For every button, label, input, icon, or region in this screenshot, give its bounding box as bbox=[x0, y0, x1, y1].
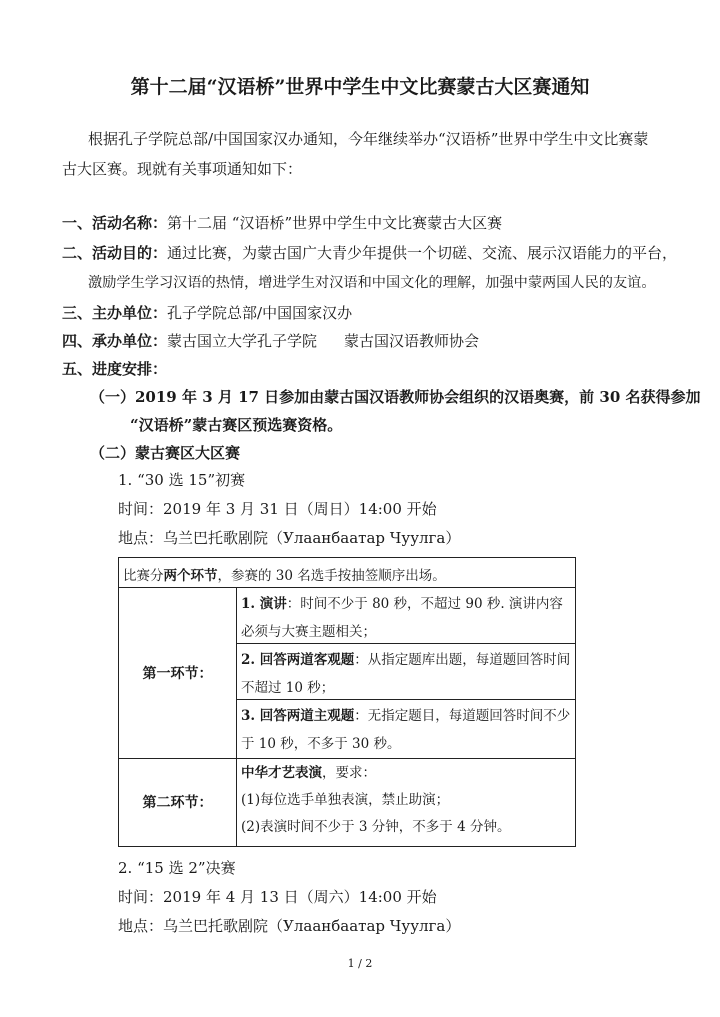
table-header-pre: 比赛分 bbox=[123, 568, 164, 584]
s2-text: ，要求： bbox=[322, 765, 376, 781]
competition-format-table bbox=[118, 557, 576, 847]
schedule-one-line-2: “汉语桥”蒙古赛区预选赛资格。 bbox=[130, 416, 343, 434]
item-host bbox=[62, 302, 352, 323]
intro-line-1: 根据孔子学院总部/中国国家汉办通知，今年继续举办“汉语桥”世界中学生中文比赛蒙 bbox=[88, 130, 649, 148]
item-purpose bbox=[62, 242, 677, 263]
s1-a-bold: 1. 演讲 bbox=[241, 596, 287, 612]
s2-heading bbox=[241, 760, 571, 787]
table-header-bold: 两个环节 bbox=[163, 568, 218, 584]
s2-line-1: (1)每位选手单独表演，禁止助演； bbox=[241, 792, 450, 808]
document-title: 第十二届“汉语桥”世界中学生中文比赛蒙古大区赛通知 bbox=[130, 76, 590, 98]
round2-title: 2. “15 选 2”决赛 bbox=[118, 859, 236, 877]
item-organizer bbox=[62, 330, 317, 351]
round2-time: 时间：2019 年 4 月 13 日（周六）14:00 开始 bbox=[118, 888, 437, 906]
item-organizer-value-2: 蒙古国汉语教师协会 bbox=[344, 332, 480, 350]
item-host-label: 三、主办单位： bbox=[62, 304, 168, 322]
item-purpose-label: 二、活动目的： bbox=[62, 244, 168, 262]
item-organizer-label: 四、承办单位： bbox=[62, 332, 168, 350]
item-host-value: 孔子学院总部/中国国家汉办 bbox=[167, 304, 353, 322]
round1-title: 1. “30 选 15”初赛 bbox=[118, 471, 246, 489]
intro-line-2: 古大区赛。现就有关事项通知如下： bbox=[62, 160, 303, 178]
s1-a-text: ：时间不少于 80 秒，不超过 90 秒. 演讲内容必须与大赛主题相关； bbox=[241, 596, 563, 640]
s1-c-text: ：无指定题目，每道题回答时间不少于 10 秒，不多于 30 秒。 bbox=[241, 708, 571, 752]
schedule-one-line-1: （一）2019 年 3 月 17 日参加由蒙古国汉语教师协会组织的汉语奥赛，前 30 名获得参加 bbox=[90, 388, 701, 406]
item-name-label: 一、活动名称： bbox=[62, 214, 168, 232]
s1-c-bold: 3. 回答两道主观题 bbox=[241, 708, 355, 724]
section-2-content bbox=[237, 758, 575, 846]
page-number: 1 / 2 bbox=[347, 957, 373, 970]
table-header-row bbox=[119, 558, 575, 588]
item-purpose-line-1: 通过比赛，为蒙古国广大青少年提供一个切磋、交流、展示汉语能力的平台， bbox=[167, 244, 678, 262]
round1-time: 时间：2019 年 3 月 31 日（周日）14:00 开始 bbox=[118, 500, 437, 518]
s2-line-2: (2)表演时间不少于 3 分钟，不多于 4 分钟。 bbox=[241, 819, 511, 835]
section-1-item-b bbox=[237, 644, 575, 700]
item-schedule-label: 五、进度安排： bbox=[62, 360, 168, 378]
section-1-item-c bbox=[237, 700, 575, 758]
table-header-text bbox=[123, 564, 446, 584]
round2-place: 地点：乌兰巴托歌剧院（Улаанбаатар Чуулга） bbox=[118, 917, 461, 935]
s1-b-text: ：从指定题库出题，每道题回答时间不超过 10 秒； bbox=[241, 652, 571, 696]
item-name bbox=[62, 212, 502, 233]
s2-bold: 中华才艺表演 bbox=[241, 765, 322, 781]
section-2-label: 第二环节： bbox=[119, 758, 237, 846]
item-name-value: 第十二届 “汉语桥”世界中学生中文比赛蒙古大区赛 bbox=[167, 214, 503, 232]
section-1-item-a bbox=[237, 588, 575, 644]
section-1-label: 第一环节： bbox=[119, 588, 237, 758]
item-organizer-value-1: 蒙古国立大学孔子学院 bbox=[167, 332, 318, 350]
item-purpose-line-2: 激励学生学习汉语的热情，增进学生对汉语和中国文化的理解，加强中蒙两国人民的友谊。 bbox=[88, 275, 656, 291]
s1-b-bold: 2. 回答两道客观题 bbox=[241, 652, 355, 668]
round1-place: 地点：乌兰巴托歌剧院（Улаанбаатар Чуулга） bbox=[118, 529, 461, 547]
table-header-post: ，参赛的 30 名选手按抽签顺序出场。 bbox=[217, 568, 446, 584]
schedule-two-label: （二）蒙古赛区大区赛 bbox=[90, 444, 241, 462]
